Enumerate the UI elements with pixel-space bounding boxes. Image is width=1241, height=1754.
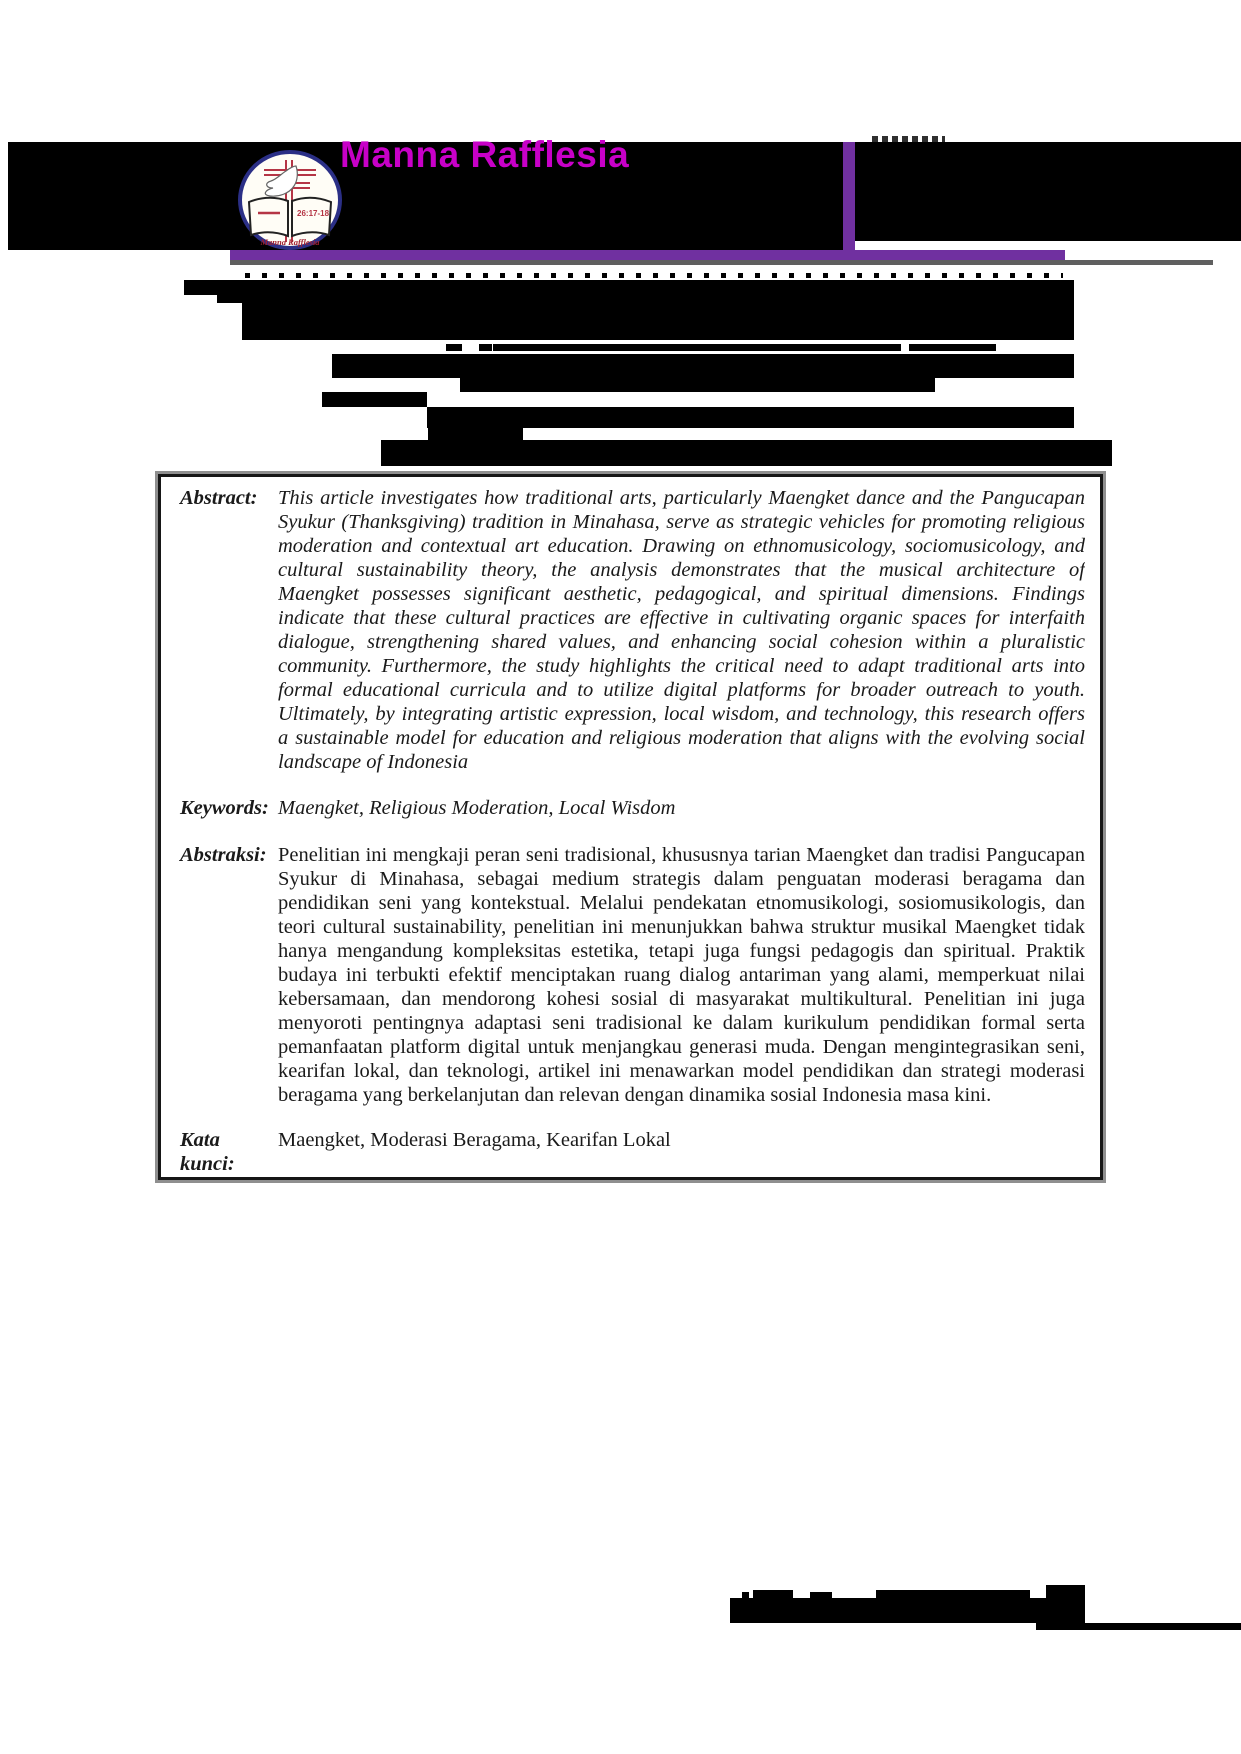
redacted-affiliation-line-5 [428, 428, 523, 440]
redacted-title-line-3 [242, 302, 1074, 340]
redacted-footer-page-number [1046, 1585, 1085, 1623]
text-line: kearifan lokal, dan teknologi, artikel ini menawarkan model pendidikan dan strategi moderasi [278, 1060, 1085, 1082]
text-line: Syukur di Minahasa, sebagai medium strategis dalam penguatan moderasi beragama dan [278, 868, 1085, 890]
text-line: pemanfaatan platform digital untuk menjangkau generasi muda. Dengan mengintegrasikan seni, [278, 1036, 1085, 1058]
text-line: menyoroti pentingnya adaptasi seni tradisional ke dalam kurikulum pendidikan formal serta [278, 1012, 1085, 1034]
logo-verse-text: 26:17-18 [297, 209, 330, 218]
redacted-affiliation-line-2 [460, 378, 935, 392]
redacted-email-line [381, 440, 1112, 466]
keywords-label: Keywords: [180, 797, 269, 819]
journal-logo-icon [238, 150, 342, 250]
text-line: beragama yang berkelanjutan dan relevan dengan dinamika sosial Indonesia masa kini. [278, 1084, 992, 1106]
kata-kunci-label: Kata kunci: [180, 1129, 235, 1175]
journal-title: Manna Rafflesia [340, 134, 630, 175]
redacted-author-dash-1 [446, 344, 462, 351]
text-line: moderation and contextual art education. Drawing on ethnomusicology, sociomusicology, and [278, 535, 1085, 557]
abstract-section [161, 486, 1103, 774]
text-line: teori cultural sustainability, penelitian ini menunjukkan bahwa struktur musikal Maengket tidak [278, 916, 1085, 938]
text-line: kebersamaan, dan mendorong kohesi sosial di masyarakat multikultural. Penelitian ini juga [278, 988, 1085, 1010]
text-line: landscape of Indonesia [278, 751, 469, 773]
abstract-label: Abstract: [180, 487, 258, 509]
text-line: Penelitian ini mengkaji peran seni tradisional, khususnya tarian Maengket dan tradisi Pangucapan [278, 844, 1085, 866]
text-line: Maengket possesses significant aesthetic, pedagogical, and spiritual dimensions. Findings [278, 583, 1085, 605]
journal-logo [238, 150, 342, 250]
text-line: hanya mengandung kompleksitas estetika, tetapi juga fungsi pedagogis dan spiritual. Praktik [278, 940, 1085, 962]
redacted-author-dash-4 [909, 344, 996, 351]
text-line: pendidikan seni yang kontekstual. Melalui pendekatan etnomusikologi, sosiomusikologis, dan [278, 892, 1085, 914]
header-purple-rule [230, 250, 1065, 260]
text-line: community. Furthermore, the study highlights the critical need to adapt traditional arts into [278, 655, 1085, 677]
header-purple-divider [843, 142, 855, 261]
text-line: Syukur (Thanksgiving) tradition in Minahasa, serve as strategic vehicles for promoting religious [278, 511, 1085, 533]
redacted-footer-rule [1036, 1623, 1241, 1630]
kata-kunci-section [161, 1128, 1103, 1176]
redacted-footer-fragment-1 [742, 1592, 749, 1598]
text-line: Ultimately, by integrating artistic expression, local wisdom, and technology, this research offers [278, 703, 1085, 725]
text-line: dialogue, strengthening shared values, and enhancing social cohesion within a pluralistic [278, 631, 1085, 653]
redacted-title-line-1 [184, 280, 1074, 295]
abstraksi-text [278, 843, 1085, 1107]
keywords-text: Maengket, Religious Moderation, Local Wisdom [278, 797, 676, 819]
redacted-author-dash-3 [493, 344, 901, 351]
text-line: indicate that these cultural practices are effective in cultivating organic spaces for interfaith [278, 607, 1085, 629]
redacted-affiliation-line-3 [322, 392, 427, 407]
abstraksi-section [161, 843, 1103, 1107]
redacted-header-volume-text [872, 136, 945, 142]
keywords-section [161, 796, 1103, 820]
redacted-affiliation-line-1 [332, 354, 1074, 378]
redacted-header-right-block [855, 142, 1241, 241]
text-line: budaya ini terbukti efektif menciptakan ruang dialog antariman yang alami, memperkuat nilai [278, 964, 1085, 986]
kata-kunci-text: Maengket, Moderasi Beragama, Kearifan Lokal [278, 1129, 671, 1151]
logo-caption-text: Manna Rafflesia [260, 237, 320, 247]
abstract-text [278, 486, 1085, 774]
redacted-footer-fragment-3 [810, 1592, 832, 1598]
redacted-affiliation-line-4 [427, 407, 1074, 428]
redacted-footer-citation [730, 1598, 1085, 1623]
text-line: a sustainable model for education and religious moderation that aligns with the evolving social [278, 727, 1085, 749]
redacted-dotted-line [245, 273, 1063, 278]
abstraksi-label: Abstraksi: [180, 844, 267, 866]
redacted-footer-fragment-4 [876, 1590, 1030, 1598]
text-line: formal educational curricula and to utilize digital platforms for broader outreach to youth. [278, 679, 1085, 701]
text-line: cultural sustainability theory, the analysis demonstrates that the musical architecture of [278, 559, 1085, 581]
redacted-author-dash-2 [479, 344, 492, 351]
header-rule-shadow [230, 260, 1213, 265]
redacted-footer-fragment-2 [753, 1590, 793, 1598]
text-line: This article investigates how traditional arts, particularly Maengket dance and the Pangucapan [278, 487, 1085, 509]
